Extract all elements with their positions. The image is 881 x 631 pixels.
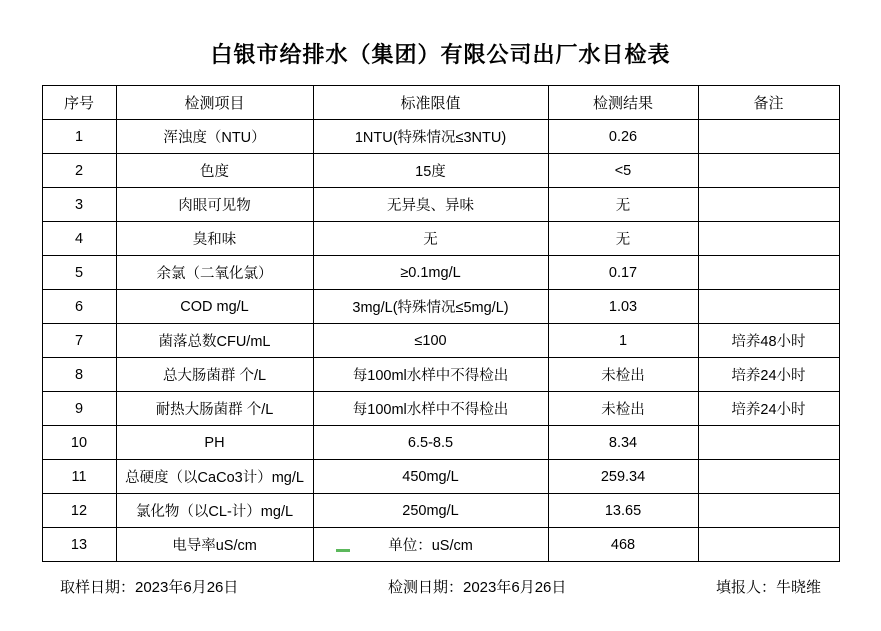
table-row [42, 188, 839, 222]
cell-item: 色度 [116, 154, 313, 188]
footer [42, 576, 839, 597]
table-header-row [42, 86, 839, 120]
cell-result: 259.34 [548, 460, 698, 494]
table-row [42, 222, 839, 256]
cell-limit: 每100ml水样中不得检出 [313, 392, 548, 426]
cell-result: 未检出 [548, 358, 698, 392]
cell-note [698, 460, 839, 494]
cell-limit: 无 [313, 222, 548, 256]
cell-note: 培养48小时 [698, 324, 839, 358]
cell-limit: 6.5-8.5 [313, 426, 548, 460]
cell-limit: ≤100 [313, 324, 548, 358]
cell-note: 培养24小时 [698, 358, 839, 392]
cell-item: 肉眼可见物 [116, 188, 313, 222]
cell-no: 10 [42, 426, 116, 460]
cell-no: 3 [42, 188, 116, 222]
green-marker [336, 549, 350, 552]
cell-result: 0.17 [548, 256, 698, 290]
cell-result: 0.26 [548, 120, 698, 154]
cell-item: COD mg/L [116, 290, 313, 324]
cell-limit: ≥0.1mg/L [313, 256, 548, 290]
cell-note [698, 528, 839, 562]
cell-no: 4 [42, 222, 116, 256]
cell-note [698, 222, 839, 256]
cell-item: PH [116, 426, 313, 460]
cell-result: 1 [548, 324, 698, 358]
cell-no: 11 [42, 460, 116, 494]
cell-item: 余氯（二氧化氯） [116, 256, 313, 290]
table-header [42, 86, 839, 120]
cell-limit: 3mg/L(特殊情况≤5mg/L) [313, 290, 548, 324]
table-row [42, 154, 839, 188]
cell-note: 培养24小时 [698, 392, 839, 426]
cell-limit: 1NTU(特殊情况≤3NTU) [313, 120, 548, 154]
cell-note [698, 290, 839, 324]
table-row [42, 358, 839, 392]
table-row [42, 290, 839, 324]
reporter-name: 填报人：牛晓维 [715, 579, 821, 596]
cell-limit: 无异臭、异味 [313, 188, 548, 222]
cell-limit: 15度 [313, 154, 548, 188]
column-header-note: 备注 [698, 86, 839, 120]
cell-result: 未检出 [548, 392, 698, 426]
cell-note [698, 494, 839, 528]
table-row [42, 256, 839, 290]
cell-result: <5 [548, 154, 698, 188]
cell-item: 总硬度（以CaCo3计）mg/L [116, 460, 313, 494]
column-header-limit: 标准限值 [313, 86, 548, 120]
cell-result: 468 [548, 528, 698, 562]
cell-result: 8.34 [548, 426, 698, 460]
table-row [42, 120, 839, 154]
cell-no: 6 [42, 290, 116, 324]
cell-limit: 单位：uS/cm [313, 528, 548, 562]
cell-limit: 每100ml水样中不得检出 [313, 358, 548, 392]
cell-item: 氯化物（以CL-计）mg/L [116, 494, 313, 528]
cell-limit: 450mg/L [313, 460, 548, 494]
cell-no: 1 [42, 120, 116, 154]
cell-item: 耐热大肠菌群 个/L [116, 392, 313, 426]
cell-item: 浑浊度（NTU） [116, 120, 313, 154]
cell-result: 13.65 [548, 494, 698, 528]
cell-note [698, 188, 839, 222]
page-title: 白银市给排水（集团）有限公司出厂水日检表 [210, 42, 671, 67]
cell-note [698, 426, 839, 460]
cell-no: 9 [42, 392, 116, 426]
cell-result: 无 [548, 222, 698, 256]
sampling-date: 取样日期：2023年6月26日 [60, 579, 239, 596]
cell-no: 7 [42, 324, 116, 358]
cell-limit: 250mg/L [313, 494, 548, 528]
table-row [42, 392, 839, 426]
water-quality-table [42, 85, 840, 562]
cell-no: 13 [42, 528, 116, 562]
cell-note [698, 120, 839, 154]
cell-note [698, 256, 839, 290]
cell-item: 总大肠菌群 个/L [116, 358, 313, 392]
testing-date: 检测日期：2023年6月26日 [387, 579, 567, 596]
table-row [42, 426, 839, 460]
cell-no: 12 [42, 494, 116, 528]
cell-no: 5 [42, 256, 116, 290]
table-row [42, 324, 839, 358]
cell-item: 臭和味 [116, 222, 313, 256]
table-row [42, 494, 839, 528]
cell-no: 8 [42, 358, 116, 392]
column-header-result: 检测结果 [548, 86, 698, 120]
cell-result: 1.03 [548, 290, 698, 324]
cell-item: 菌落总数CFU/mL [116, 324, 313, 358]
cell-no: 2 [42, 154, 116, 188]
column-header-no: 序号 [42, 86, 116, 120]
cell-item: 电导率uS/cm [116, 528, 313, 562]
table-row [42, 460, 839, 494]
cell-result: 无 [548, 188, 698, 222]
table-body [42, 120, 839, 562]
column-header-item: 检测项目 [116, 86, 313, 120]
table-row [42, 528, 839, 562]
cell-note [698, 154, 839, 188]
